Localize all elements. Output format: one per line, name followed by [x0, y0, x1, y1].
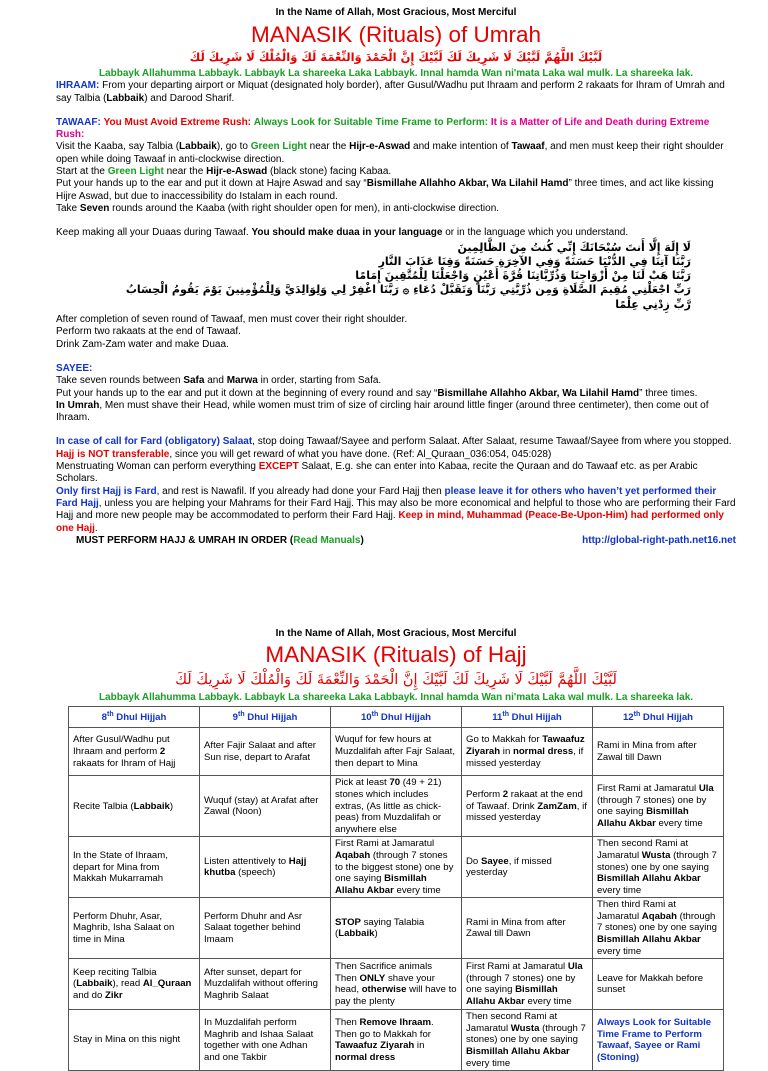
- table-cell: Perform Dhuhr, Asar, Maghrib, Isha Salaat on time in Mina: [69, 898, 200, 959]
- sayee-line-2: Put your hands up to the ear and put it down at the beginning of every round and say “Bismillahe Allahho Akbar, Wa Lilahil Hamd” three times.: [56, 387, 698, 399]
- after-tawaaf-2: Perform two rakaats at the end of Tawaaf.: [56, 326, 241, 338]
- table-cell: Then Remove Ihraam. Then go to Makkah for Tawaafuz Ziyarah in normal dress: [331, 1010, 462, 1071]
- table-cell: Listen attentively to Hajj khutba (speech): [200, 837, 331, 898]
- table-cell: Perform Dhuhr and Asr Salaat together behind Imaam: [200, 898, 331, 959]
- ihraam-text: From your departing airport or Miquat (designated holy border), after Gusul/Wadhu put Ihraam and perform 2 rakaats for Ihram of Umrah and say Talbia (: [56, 80, 725, 104]
- tawaaf-line-1: Visit the Kaaba, say Talbia (Labbaik), go to Green Light near the Hijr-e-Aswad and make intention of Tawaaf, and men must keep their right shoulder open while doing Tawaaf in anti-clockwise direction.: [56, 141, 724, 165]
- table-cell: Always Look for Suitable Time Frame to Perform Tawaaf, Sayee or Rami (Stoning): [593, 1010, 724, 1071]
- table-row: [69, 1010, 724, 1071]
- column-header-day: 9th Dhul Hijjah: [200, 707, 331, 728]
- hajj-schedule-table: [68, 706, 724, 1071]
- table-cell: STOP saying Talabia (Labbaik): [331, 898, 462, 959]
- footer-must-perform: MUST PERFORM HAJJ & UMRAH IN ORDER (Read Manuals): [76, 534, 364, 546]
- table-cell: After Fajir Salaat and after Sun rise, depart to Arafat: [200, 728, 331, 776]
- bismillah-heading: In the Name of Allah, Most Gracious, Most Merciful: [275, 7, 517, 18]
- umrah-talbia-translit: Labbayk Allahumma Labbayk. Labbayk La shareeka Laka Labbayk. Innal hamda Wan ni'mata Laka wal mulk. La shareeka lak.: [98, 68, 694, 79]
- hajj-talbia-translit: Labbayk Allahumma Labbayk. Labbayk La shareeka Laka Labbayk. Innal hamda Wan ni'mata Laka wal mulk. La shareeka lak.: [98, 692, 694, 703]
- labbaik-term: Labbaik: [106, 92, 145, 104]
- footer: [76, 535, 736, 547]
- ihraam-paragraph: [56, 80, 736, 105]
- tawaaf-label: TAWAAF:: [56, 116, 101, 128]
- website-link[interactable]: http://global-right-path.net16.net: [582, 534, 736, 546]
- table-cell: After sunset, depart for Muzdalifah without offering Maghrib Salaat: [200, 959, 331, 1010]
- dua-line: رَبَّنَا هَبْ لَنَا مِنْ أَزْوَاجِنَا وَذُرِّيَّاتِنَا قُرَّةَ أَعْيُنٍ وَاجْعَلْنَا لِلْمُتَّقِينَ إِمَامًا: [355, 269, 691, 283]
- table-body: [69, 728, 724, 1071]
- dua-line: رَبِّ اجْعَلْنِي مُقِيمَ الصَّلَاةِ وَمِن ذُرِّيَّتِي رَبَّنَا وَتَقَبَّلْ دُعَاءِ ۞ رَبَّنَا اغْفِرْ لِي وَلِوَالِدَيَّ وَلِلْمُؤْمِنِينَ يَوْمَ يَقُومُ الْحِسَابُ: [125, 283, 691, 297]
- table-cell: Wuquf for few hours at Muzdalifah after Fajr Salaat, then depart to Mina: [331, 728, 462, 776]
- arabic-duas: [56, 241, 691, 312]
- table-cell: Then Sacrifice animals Then ONLY shave your head, otherwise will have to pay the plenty: [331, 959, 462, 1010]
- table-header-row: [69, 707, 724, 728]
- after-tawaaf-1: After completion of seven round of Tawaaf, men must cover their right shoulder.: [56, 314, 408, 326]
- column-header-day: 10th Dhul Hijjah: [331, 707, 462, 728]
- table-cell: Then third Rami at Jamaratul Aqabah (through 7 stones) one by one saying Bismillah Allahu Akbar every time: [593, 898, 724, 959]
- table-row: [69, 898, 724, 959]
- life-death-warning: It is a Matter of Life and Death during Extreme Rush:: [56, 116, 710, 141]
- note-hajj-transfer: Hajj is NOT transferable, since you will get reward of what you have done. (Ref: Al_Quraan_036:054, 045:028): [56, 448, 552, 460]
- ihraam-label: IHRAAM:: [56, 80, 100, 92]
- table-row: [69, 728, 724, 776]
- dua-line: رَّبِّ زِدْنِي عِلْمًا: [615, 297, 691, 311]
- ihraam-text-end: ) and Darood Sharif.: [144, 92, 235, 104]
- tawaaf-heading-line: [56, 117, 736, 142]
- sayee-line-1: Take seven rounds between Safa and Marwa in order, starting from Safa.: [56, 375, 382, 387]
- table-cell: In Muzdalifah perform Maghrib and Ishaa Salaat together with one Adhan and one Takbir: [200, 1010, 331, 1071]
- after-tawaaf-3: Drink Zam-Zam water and make Duaa.: [56, 338, 229, 350]
- table-cell: Go to Makkah for Tawaafuz Ziyarah in normal dress, if missed yesterday: [462, 728, 593, 776]
- table-row: [69, 837, 724, 898]
- dua-line: لَا إِلَهَ إِلَّا أَنتَ سُبْحَانَكَ إِنِّي كُنتُ مِنَ الظَّالِمِينَ: [457, 240, 691, 254]
- note-fard-salaat: In case of call for Fard (obligatory) Salaat, stop doing Tawaaf/Sayee and perform Salaat. After Salaat, resume Tawaaf/Sayee from where you stopped.: [56, 436, 732, 448]
- tawaaf-line-3: Put your hands up to the ear and put it down at Hajre Aswad and say “Bismillahe Allahho Akbar, Wa Lilahil Hamd” three times, and act like kissing Hijre Aswad, but due to inaccessibility do Istalam in each round.: [56, 178, 714, 202]
- table-cell: First Rami at Jamaratul Ula (through 7 stones) one by one saying Bismillah Allahu Akbar every time: [462, 959, 593, 1010]
- hajj-title: MANASIK (Rituals) of Hajj: [265, 642, 527, 667]
- column-header-day: 11th Dhul Hijjah: [462, 707, 593, 728]
- table-cell: First Rami at Jamaratul Ula (through 7 stones) one by one saying Bismillah Allahu Akbar every time: [593, 776, 724, 837]
- umrah-page: [56, 6, 736, 547]
- table-cell: Recite Talbia (Labbaik): [69, 776, 200, 837]
- table-cell: Rami in Mina from after Zawal till Dawn: [593, 728, 724, 776]
- table-cell: First Rami at Jamaratul Aqabah (through 7 stones to the biggest stone) one by one saying Bismillah Allahu Akbar every time: [331, 837, 462, 898]
- sayee-line-3: In Umrah, Men must shave their Head, while women must trim of size of circling hair around little finger (around three centimeter), then come out of Ihraam.: [56, 399, 709, 424]
- tawaaf-line-5: Keep making all your Duaas during Tawaaf. You should make duaa in your language or in the language which you understand.: [56, 227, 629, 239]
- tawaaf-line-2: Start at the Green Light near the Hijr-e-Aswad (black stone) facing Kabaa.: [56, 166, 392, 178]
- tawaaf-line-4: Take Seven rounds around the Kaaba (with right shoulder open for men), in anti-clockwise direction.: [56, 202, 500, 214]
- read-manuals-link[interactable]: Read Manuals: [293, 534, 361, 546]
- table-cell: Perform 2 rakaat at the end of Tawaaf. Drink ZamZam, if missed yesterday: [462, 776, 593, 837]
- dua-line: رَبَّنَا آتِنَا فِي الدُّنْيَا حَسَنَةً وَفِي الآخِرَةِ حَسَنَةً وَقِنَا عَذَابَ النَّارِ: [378, 254, 691, 268]
- table-cell: Then second Rami at Jamaratul Wusta (through 7 stones) one by one saying Bismillah Allahu Akbar every time: [462, 1010, 593, 1071]
- table-cell: Do Sayee, if missed yesterday: [462, 837, 593, 898]
- avoid-rush-warning: You Must Avoid Extreme Rush:: [103, 116, 252, 128]
- table-cell: Leave for Makkah before sunset: [593, 959, 724, 1010]
- sayee-label: SAYEE:: [56, 362, 93, 374]
- umrah-title: MANASIK (Rituals) of Umrah: [250, 22, 542, 47]
- table-cell: Stay in Mina on this night: [69, 1010, 200, 1071]
- table-cell: Keep reciting Talbia (Labbaik), read Al_Quraan and do Zikr: [69, 959, 200, 1010]
- note-menstruating: Menstruating Woman can perform everything EXCEPT Salaat, E.g. she can enter into Kabaa, recite the Quraan and do Tawaaf etc. as per Arabic Scholars.: [56, 461, 698, 485]
- table-row: [69, 776, 724, 837]
- column-header-day: 12th Dhul Hijjah: [593, 707, 724, 728]
- note-first-hajj: Only first Hajj is Fard, and rest is Nawafil. If you already had done your Fard Hajj then please leave it for others who haven’t yet performed their Fard Hajj, unless you are helping your Mahrams for their Fard Hajj. This may also be more economical and helpful to those who are performing their Fard Hajj and more new people may be accommodated to perform their Fard Hajj. Keep in mind, Muhammad (Peace-Be-Upon-Him) had performed only one Hajj.: [56, 485, 736, 534]
- table-cell: In the State of Ihraam, depart for Mina from Makkah Mukarramah: [69, 837, 200, 898]
- umrah-arabic-talbia: لَبَّيْكَ اللَّهُمَّ لَبَّيْكَ لَا شَرِيكَ لَكَ لَبَّيْكَ إِنَّ الْحَمْدَ وَالنِّعْمَةَ لَكَ وَالْمُلْكَ لَا شَرِيكَ لَكَ: [189, 50, 603, 64]
- table-cell: Then second Rami at Jamaratul Wusta (through 7 stones) one by one saying Bismillah Allahu Akbar every time: [593, 837, 724, 898]
- hajj-arabic-talbia: لَبَّيْكَ اللَّهُمَّ لَبَّيْكَ لَا شَرِيكَ لَكَ لَبَّيْكَ إِنَّ الْحَمْدَ وَالنِّعْمَةَ لَكَ وَالْمُلْكَ لَا شَرِيكَ لَكَ: [175, 672, 617, 688]
- table-cell: After Gusul/Wadhu put Ihraam and perform 2 rakaats for Ihram of Hajj: [69, 728, 200, 776]
- table-cell: Pick at least 70 (49 + 21) stones which includes extras, (As little as chick-peas) from Muzdalifah or anywhere else: [331, 776, 462, 837]
- table-cell: Wuquf (stay) at Arafat after Zawal (Noon): [200, 776, 331, 837]
- time-frame-advice: Always Look for Suitable Time Frame to Perform:: [253, 116, 489, 128]
- column-header-day: 8th Dhul Hijjah: [69, 707, 200, 728]
- bismillah-heading: In the Name of Allah, Most Gracious, Most Merciful: [275, 628, 517, 639]
- table-row: [69, 959, 724, 1010]
- hajj-page: [56, 627, 736, 1071]
- table-cell: Rami in Mina from after Zawal till Dawn: [462, 898, 593, 959]
